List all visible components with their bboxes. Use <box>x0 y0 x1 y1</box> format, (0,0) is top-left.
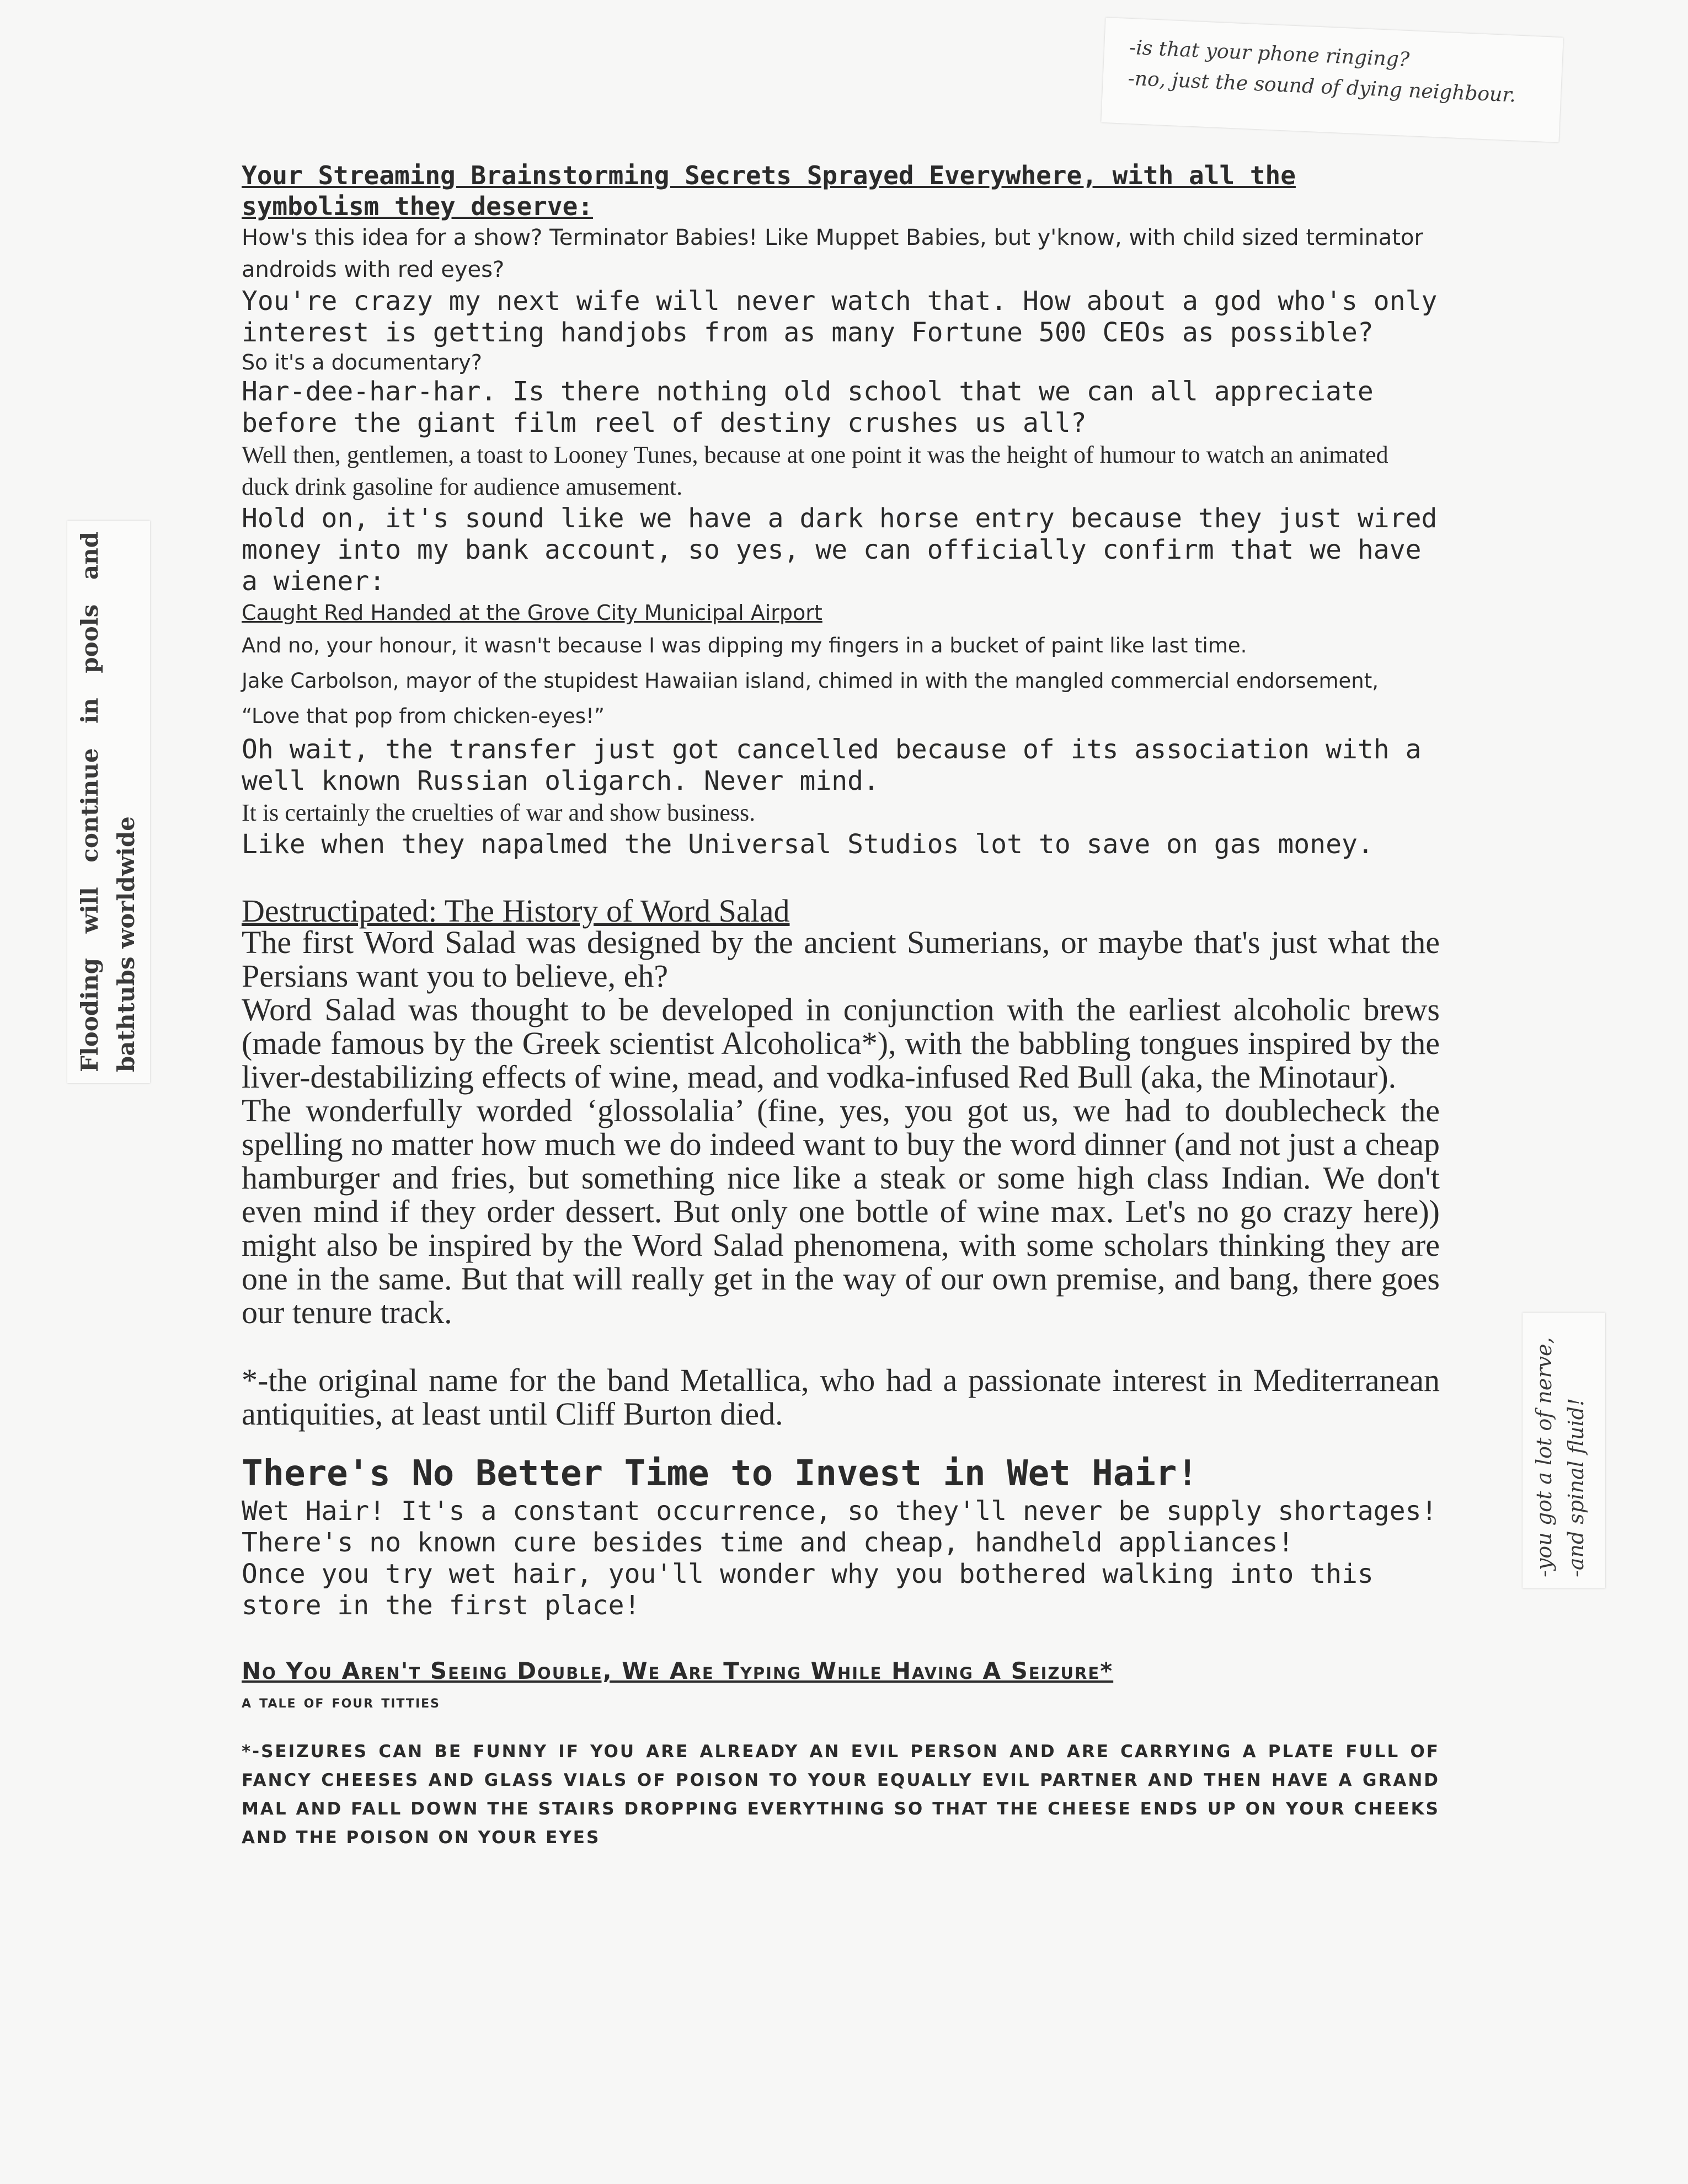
section-4-footnote: *-SEIZURES CAN BE FUNNY IF YOU ARE ALREADY AN EVIL PERSON AND ARE CARRYING A PLATE FULL OF FANCY CHEESES AND GLASS VIALS OF POISON TO YOUR EQUALLY EVIL PARTNER AND THEN HAVE A GRAND MAL AND FALL DOWN THE STAIRS DROPPING EVERYTHING SO THAT THE CHEESE ENDS UP ON YOUR CHEEKS AND THE POISON ON YOUR EYES <box>242 1742 1440 1848</box>
left-note-strip <box>67 521 150 1083</box>
dialogue-line-4: Har-dee-har-har. Is there nothing old school that we can all appreciate before the giant film reel of destiny crushes us all? <box>242 376 1374 438</box>
top-note-strip <box>1101 18 1563 142</box>
section-4-heading: No You Aren't Seeing Double, We Are Typing While Having A Seizure* <box>242 1657 1114 1684</box>
wet-hair-line-1: Wet Hair! It's a constant occurrence, so they'll never be supply shortages! <box>242 1496 1438 1527</box>
top-note-line-2: -no, just the sound of dying neighbour. <box>1127 67 1516 107</box>
section-2-paragraph-1: The first Word Salad was designed by the ancient Sumerians, or maybe that's just what the Persians want you to believe, eh? <box>242 924 1440 994</box>
section-4-subheading: a tale of four titties <box>242 1691 440 1712</box>
dialogue-line-9: Oh wait, the transfer just got cancelled because of its association with a well known Russian oligarch. Never mind. <box>242 734 1422 796</box>
section-2-footnote: *-the original name for the band Metallica, who had a passionate interest in Mediterranean antiquities, at least until Cliff Burton died. <box>242 1362 1440 1432</box>
right-note-line-1: -you got a lot of nerve, <box>1532 1337 1556 1577</box>
wet-hair-line-2: There's no known cure besides time and cheap, handheld appliances! <box>242 1527 1294 1558</box>
dialogue-line-1: How's this idea for a show? Terminator Babies! Like Muppet Babies, but y'know, with child sized terminator androids with red eyes? <box>242 225 1423 282</box>
top-note-line-1: -is that your phone ringing? <box>1129 36 1410 72</box>
section-2-paragraph-3: The wonderfully worded ‘glossolalia’ (fine, yes, you got us, we had to doublecheck the spelling no matter how much we do indeed want to buy the word dinner (and not just a cheap hamburger and fries, but something nice like a steak or some high class Indian. We don't even mind if they order dessert. But only one bottle of wine max. Let's no go crazy here)) might also be inspired by the Word Salad phenomena, with some scholars thinking they are one in the same. But that will really get in the way of our own premise, and bang, there goes our tenure track. <box>242 1093 1440 1330</box>
section-3-heading: There's No Better Time to Invest in Wet Hair! <box>242 1453 1198 1494</box>
right-note-text <box>1523 1313 1605 1588</box>
section-2-paragraph-2: Word Salad was thought to be developed in conjunction with the earliest alcoholic brews (made famous by the Greek scientist Alcoholica*), with the babbling tongues inspired by the liver-destabilizing effects of wine, mead, and vodka-infused Red Bull (aka, the Minotaur). <box>242 992 1440 1095</box>
right-note-strip <box>1523 1313 1605 1588</box>
section-2-heading: Destructipated: The History of Word Salad <box>242 893 790 929</box>
dialogue-line-10: It is certainly the cruelties of war and show business. <box>242 799 756 826</box>
dialogue-line-8: Jake Carbolson, mayor of the stupidest Hawaiian island, chimed in with the mangled commercial endorsement, “Love that pop from chicken-eyes!” <box>242 669 1379 728</box>
section-1-subheading: Caught Red Handed at the Grove City Municipal Airport <box>242 601 822 625</box>
wet-hair-line-3: Once you try wet hair, you'll wonder why you bothered walking into this store in the first place! <box>242 1559 1374 1621</box>
right-note-line-2: -and spinal fluid! <box>1564 1398 1588 1577</box>
document-body <box>242 160 1440 1852</box>
left-note-text: Flooding will continue in pools and bathtubs worldwide <box>76 532 140 1072</box>
dialogue-line-7: And no, your honour, it wasn't because I was dipping my fingers in a bucket of paint like last time. <box>242 634 1247 657</box>
dialogue-line-11: Like when they napalmed the Universal Studios lot to save on gas money. <box>242 829 1374 860</box>
dialogue-line-2: You're crazy my next wife will never watch that. How about a god who's only interest is getting handjobs from as many Fortune 500 CEOs as possible? <box>242 286 1438 348</box>
section-1-heading: Your Streaming Brainstorming Secrets Sprayed Everywhere, with all the symbolism they deserve: <box>242 160 1296 221</box>
dialogue-line-5: Well then, gentlemen, a toast to Looney Tunes, because at one point it was the height of humour to watch an animated duck drink gasoline for audience amusement. <box>242 441 1388 500</box>
dialogue-line-3: So it's a documentary? <box>242 350 482 374</box>
dialogue-line-6: Hold on, it's sound like we have a dark horse entry because they just wired money into my bank account, so yes, we can officially confirm that we have a wiener: <box>242 503 1438 597</box>
